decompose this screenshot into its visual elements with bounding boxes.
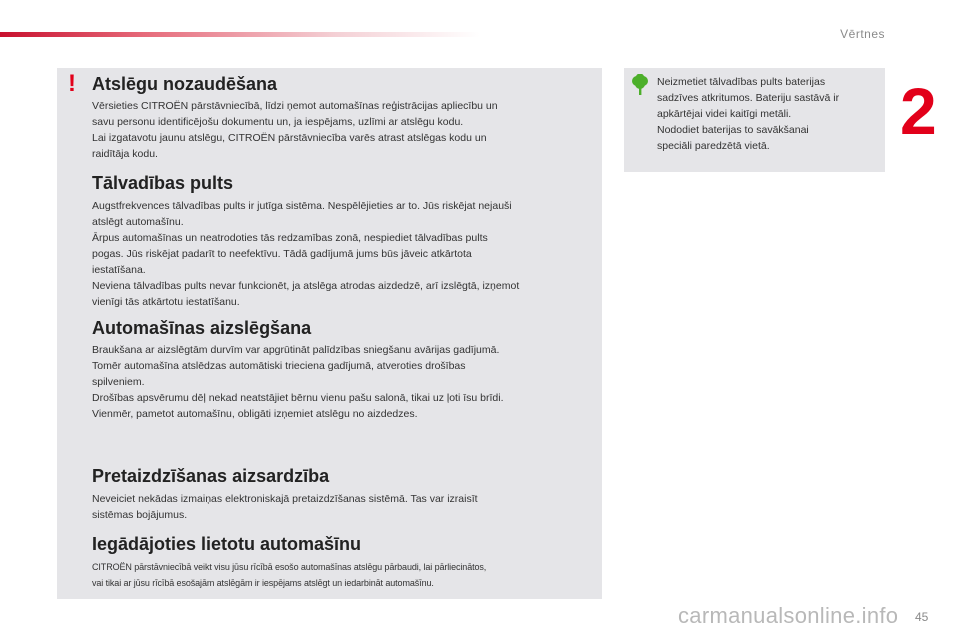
section-body-antitheft: Neveiciet nekādas izmaiņas elektroniskajā pretaizdzīšanas sistēmā. Tas var izraisīt sistēmas bojājumus. — [92, 493, 478, 521]
eco-tree-icon — [631, 74, 649, 96]
section-title-locking: Automašīnas aizslēgšana — [92, 318, 312, 338]
section-label: Vērtnes — [840, 27, 885, 41]
section-title-used-car: Iegādājoties lietotu automašīnu — [92, 534, 362, 554]
section-title-remote: Tālvadības pults — [92, 173, 234, 193]
section-body-lost-keys: Vērsieties CITROËN pārstāvniecībā, līdzi ņemot automašīnas reģistrācijas apliecību un savu personu identificējošu dokumentu un, ja iespējams, uzlīmi ar atslēgu kodu. Lai izgatavotu jaunu atslēgu, CITROËN pārstāvniecība varēs atrast atslēgas kodu un raidītāja kodu. — [92, 100, 498, 160]
section-body-remote: Augstfrekvences tālvadības pults ir jutīga sistēma. Nespēlējieties ar to. Jūs riskējat nejauši atslēgt automašīnu. Ārpus automašīnas un neatrodoties tās redzamības zonā, nespiediet tālvadības pults pogas. Jūs riskējat padarīt to neefektīvu. Tādā gadījumā jums būs jāveic atkārtota iestatīšana. Neviena tālvadības pults nevar funkcionēt, ja atslēga atrodas aizdedzē, arī izslēgtā, izņemot vienīgi tās atkārtotu iestatīšanu. — [92, 200, 520, 308]
exclamation-icon: ! — [68, 70, 76, 97]
section-title-antitheft: Pretaizdzīšanas aizsardzība — [92, 466, 330, 486]
chapter-number: 2 — [900, 74, 937, 148]
page-number: 45 — [915, 610, 929, 624]
section-body-used-car: CITROËN pārstāvniecībā veikt visu jūsu rīcībā esošo automašīnas atslēgu pārbaudi, lai pārliecinātos, vai tikai ar jūsu rīcībā esošajām atslēgām ir iespējams atslēgt un iedarbināt automašīnu. — [92, 562, 487, 588]
section-title-lost-keys: Atslēgu nozaudēšana — [92, 74, 278, 94]
section-body-locking: Braukšana ar aizslēgtām durvīm var apgrūtināt palīdzības sniegšanu avārijas gadījumā. Tomēr automašīna atslēdzas automātiski trieciena gadījumā, atveroties drošības spilveniem. Drošības apsvērumu dēļ nekad neatstājiet bērnu vienu pašu salonā, tikai uz ļoti īsu brīdi. Vienmēr, pametot automašīnu, obligāti izņemiet atslēgu no aizdedzes. — [92, 344, 504, 420]
eco-note-text: Neizmetiet tālvadības pults baterijas sadzīves atkritumos. Bateriju sastāvā ir apkārtējai videi kaitīgi metāli. Nododiet baterijas to savākšanai speciāli paredzētā vietā. — [657, 76, 840, 152]
watermark: carmanualsonline.info — [678, 603, 899, 628]
header-accent-bar — [0, 32, 480, 37]
